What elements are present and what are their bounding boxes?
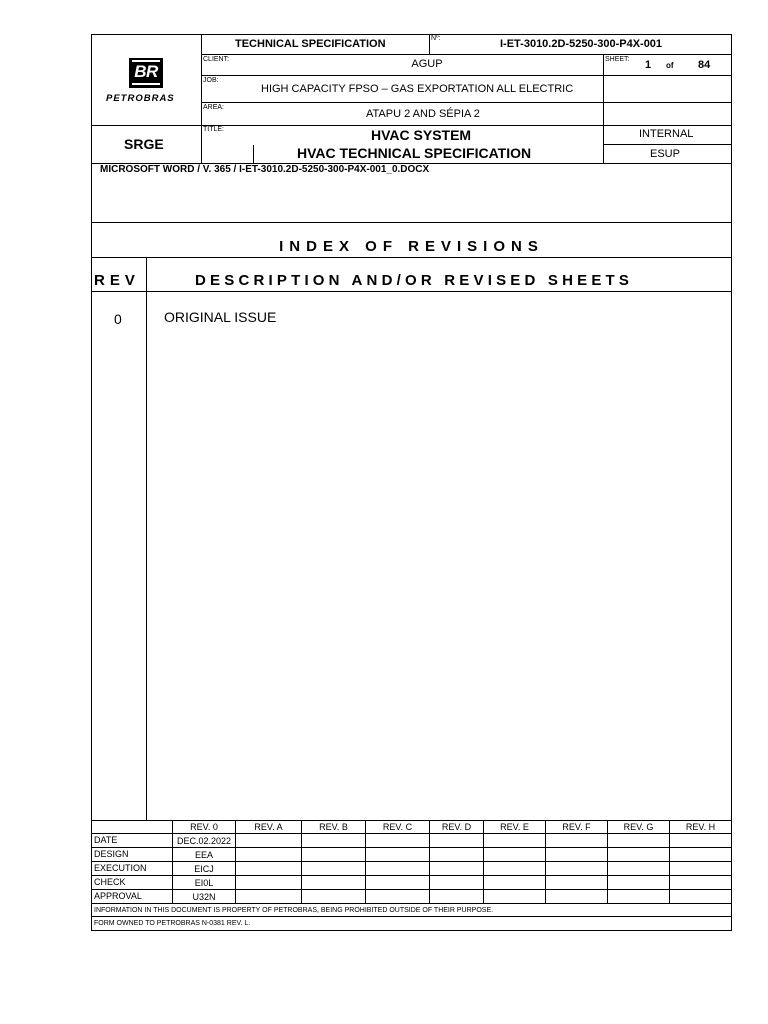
row-execution-rev0: EICJ	[194, 864, 214, 874]
client-label: CLIENT:	[203, 56, 230, 63]
area-value: ATAPU 2 AND SÉPIA 2	[366, 108, 480, 120]
row-label-approval: APPROVAL	[94, 891, 142, 901]
unit-code: SRGE	[124, 136, 164, 152]
job-label: JOB:	[203, 77, 219, 84]
company-name: PETROBRAS	[106, 93, 175, 104]
rev-column-header: REV	[94, 272, 140, 289]
description-column-header: DESCRIPTION AND/OR REVISED SHEETS	[195, 272, 634, 289]
form-note: FORM OWNED TO PETROBRAS N-0381 REV. L.	[94, 920, 251, 927]
row-approval-rev0: U32N	[192, 892, 216, 902]
doc-type: TECHNICAL SPECIFICATION	[235, 38, 386, 50]
col-rev-d: REV. D	[441, 822, 472, 832]
row-label-date: DATE	[94, 835, 118, 845]
row-date-rev0: DEC.02.2022	[176, 836, 232, 846]
sheet-number: 1	[645, 59, 652, 71]
client-value: AGUP	[411, 58, 443, 70]
col-rev-g: REV. G	[623, 822, 654, 832]
row-label-design: DESIGN	[94, 849, 129, 859]
col-rev-e: REV. E	[500, 822, 529, 832]
department: ESUP	[650, 148, 680, 160]
sheet-total: 84	[698, 59, 711, 71]
sheet-of: of	[666, 61, 674, 70]
title-label: TITLE:	[203, 126, 225, 133]
logo-br-text: BR	[134, 62, 158, 81]
col-rev-a: REV. A	[254, 822, 283, 832]
sheet-label: SHEET:	[605, 56, 630, 63]
title-line-2: HVAC TECHNICAL SPECIFICATION	[297, 145, 532, 161]
number-label: Nº:	[431, 35, 441, 42]
row-design-rev0: EEA	[194, 850, 213, 860]
document-number: I-ET-3010.2D-5250-300-P4X-001	[500, 38, 663, 50]
col-rev-b: REV. B	[319, 822, 348, 832]
classification: INTERNAL	[639, 128, 694, 140]
index-title: INDEX OF REVISIONS	[279, 238, 544, 255]
revision-number: 0	[114, 311, 122, 327]
col-rev-0: REV. 0	[190, 822, 218, 832]
col-rev-c: REV. C	[382, 822, 413, 832]
revision-description: ORIGINAL ISSUE	[164, 309, 277, 325]
property-note: INFORMATION IN THIS DOCUMENT IS PROPERTY OF PETROBRAS, BEING PROHIBITED OUTSIDE OF THEIR PURPOSE.	[94, 907, 494, 914]
col-rev-h: REV. H	[685, 822, 716, 832]
area-label: AREA:	[203, 104, 225, 111]
row-check-rev0: EI0L	[194, 878, 214, 888]
title-line-1: HVAC SYSTEM	[371, 127, 472, 143]
file-info: MICROSOFT WORD / V. 365 / I-ET-3010.2D-5250-300-P4X-001_0.DOCX	[100, 164, 430, 175]
col-rev-f: REV. F	[562, 822, 591, 832]
row-label-execution: EXECUTION	[94, 863, 147, 873]
job-value: HIGH CAPACITY FPSO – GAS EXPORTATION ALL ELECTRIC	[261, 83, 574, 95]
row-label-check: CHECK	[94, 877, 126, 887]
